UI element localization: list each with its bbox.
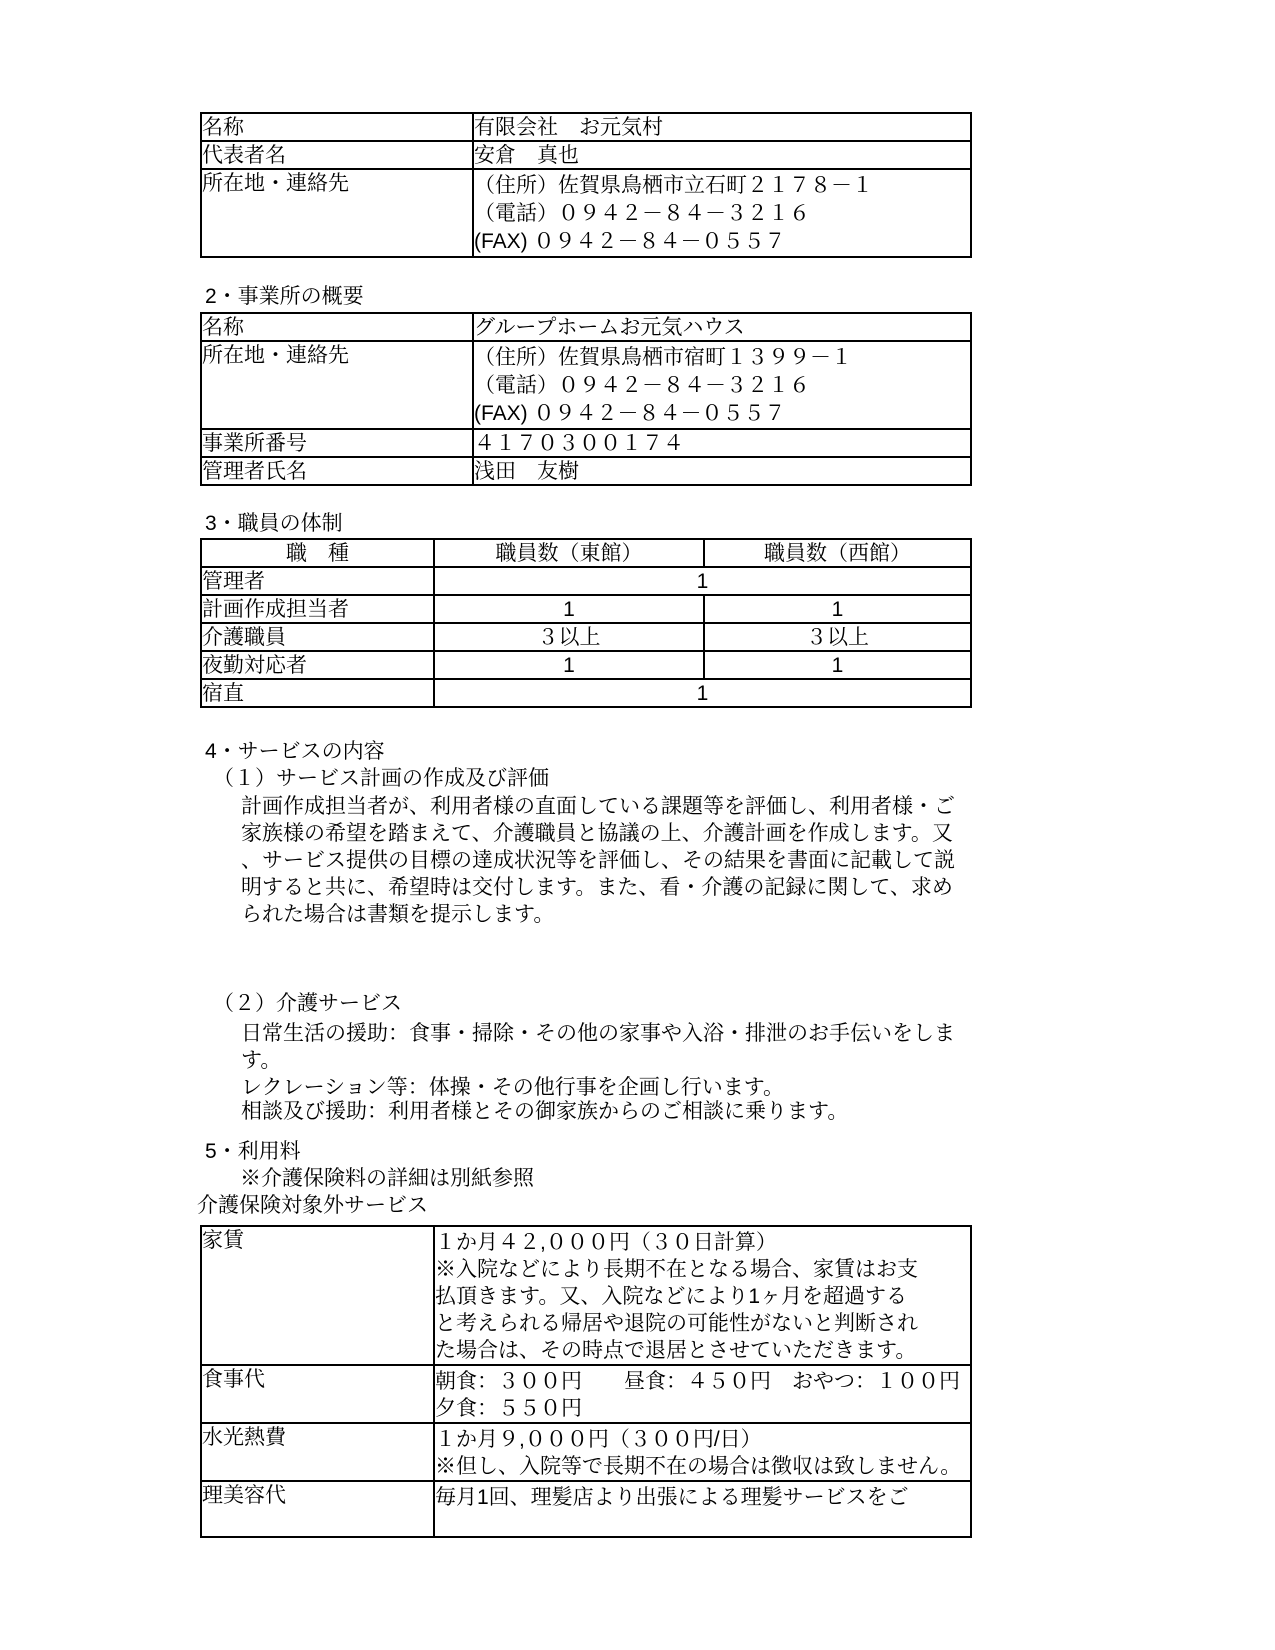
staff-row-west-value: ３以上 [704,623,971,651]
fee-rent-label: 家賃 [201,1226,434,1365]
provider-table [200,112,972,258]
fee-rent-value [434,1226,971,1365]
office-name-label: 名称 [201,313,473,341]
staff-row-label: 宿直 [201,679,434,707]
table-row [201,141,971,169]
clipped-text-line [241,1100,961,1123]
staff-row-label: 介護職員 [201,623,434,651]
table-row [201,567,971,595]
phone-line: （電話）０９４２－８４－３２１６ [474,202,810,225]
office-number-value: ４１７０３００１７４ [473,429,971,457]
table-row [201,1481,971,1537]
table-row [201,113,971,141]
office-number-label: 事業所番号 [201,429,473,457]
provider-name-label: 名称 [201,113,473,141]
fees-table-clip [196,1225,1196,1509]
office-table [200,312,972,486]
paragraph-line: 明すると共に、希望時は交付します。また、看・介護の記録に関して、求め [241,876,953,899]
section2-heading: 2・事業所の概要 [205,285,364,308]
fee-line: 朝食：３００円 昼食：４５０円 おやつ：１００円 [435,1370,960,1393]
table-header-row [201,539,971,567]
staff-col-west: 職員数（西館） [704,539,971,567]
section4-sub1-paragraph [241,793,955,928]
staff-row-west-value: 1 [704,595,971,623]
fee-line: １か月９,０００円（３００円/日） [435,1428,762,1451]
section4-sub2-heading: （２）介護サービス [213,992,402,1015]
section5-note: ※介護保険料の詳細は別紙参照 [240,1167,534,1190]
paragraph-line: られた場合は書類を提示します。 [241,903,555,926]
fee-meals-label: 食事代 [201,1365,434,1423]
fax-line: (FAX) ０９４２－８４－０５５７ [474,230,786,253]
staff-row-merged-value: 1 [434,567,971,595]
address-line: （住所）佐賀県鳥栖市宿町１３９９－１ [474,346,852,369]
provider-name-value: 有限会社 お元気村 [473,113,971,141]
staff-row-label: 管理者 [201,567,434,595]
fee-utilities-label: 水光熱費 [201,1423,434,1481]
table-row [201,679,971,707]
office-name-value: グループホームお元気ハウス [473,313,971,341]
section4-heading: 4・サービスの内容 [205,740,385,763]
fax-line: (FAX) ０９４２－８４－０５５７ [474,402,786,425]
staff-row-east-value: 1 [434,651,704,679]
section4-sub1-heading: （１）サービス計画の作成及び評価 [213,767,549,790]
table-row [201,169,971,257]
provider-address-label: 所在地・連絡先 [201,169,473,257]
office-address-label: 所在地・連絡先 [201,341,473,429]
fee-line: と考えられる帰居や退院の可能性がないと判断され [435,1312,918,1335]
fee-line: １か月４２,０００円（３０日計算） [435,1231,777,1254]
fee-line: ※入院などにより長期不在となる場合、家賃はお支 [435,1258,918,1281]
provider-address-value [473,169,971,257]
staff-row-east-value: 1 [434,595,704,623]
table-row [201,623,971,651]
manager-name-label: 管理者氏名 [201,457,473,485]
staff-row-label: 計画作成担当者 [201,595,434,623]
manager-name-value: 浅田 友樹 [473,457,971,485]
address-line: （住所）佐賀県鳥栖市立石町２１７８－１ [474,174,873,197]
table-row [201,313,971,341]
paragraph-line: 家族様の希望を踏まえて、介護職員と協議の上、介護計画を作成します。又 [241,822,953,845]
table-row [201,1365,971,1423]
fee-barber-value [434,1481,971,1537]
table-row [201,1226,971,1365]
representative-label: 代表者名 [201,141,473,169]
fee-meals-value [434,1365,971,1423]
table-row [201,651,971,679]
fee-barber-label: 理美容代 [201,1481,434,1537]
staff-row-merged-value: 1 [434,679,971,707]
fees-table [200,1225,972,1538]
fee-line: 払頂きます。又、入院などにより1ヶ月を超過する [435,1285,907,1308]
office-address-value [473,341,971,429]
table-row [201,341,971,429]
fee-line: 夕食：５５０円 [435,1397,582,1420]
fee-line: ※但し、入院等で長期不在の場合は徴収は致しません。 [435,1455,962,1478]
phone-line: （電話）０９４２－８４－３２１６ [474,374,810,397]
section5-heading: 5・利用料 [205,1140,301,1163]
fee-utilities-value [434,1423,971,1481]
staff-row-west-value: 1 [704,651,971,679]
staff-col-east: 職員数（東館） [434,539,704,567]
paragraph-line: レクレーション等：体操・その他行事を企画し行います。 [241,1076,785,1099]
table-row [201,1423,971,1481]
paragraph-line: 、サービス提供の目標の達成状況等を評価し、その結果を書面に記載して説 [241,849,955,872]
staff-row-east-value: ３以上 [434,623,704,651]
section5-subheading: 介護保険対象外サービス [197,1194,428,1217]
paragraph-line: 日常生活の援助：食事・掃除・その他の家事や入浴・排泄のお手伝いをしま [241,1022,955,1045]
section3-heading: 3・職員の体制 [205,512,343,535]
table-row [201,595,971,623]
staff-table [200,538,972,708]
staff-row-label: 夜勤対応者 [201,651,434,679]
table-row [201,429,971,457]
section4-sub2-paragraph [241,1020,955,1101]
paragraph-line: す。 [241,1049,282,1072]
table-row [201,457,971,485]
fee-line: 毎月1回、理髪店より出張による理髪サービスをご [435,1486,909,1509]
representative-value: 安倉 真也 [473,141,971,169]
paragraph-line: 相談及び援助：利用者様とその御家族からのご相談に乗ります。 [241,1100,849,1123]
paragraph-line: 計画作成担当者が、利用者様の直面している課題等を評価し、利用者様・ご [241,795,955,818]
staff-col-type: 職 種 [201,539,434,567]
fee-line: た場合は、その時点で退居とさせていただきます。 [435,1339,917,1362]
